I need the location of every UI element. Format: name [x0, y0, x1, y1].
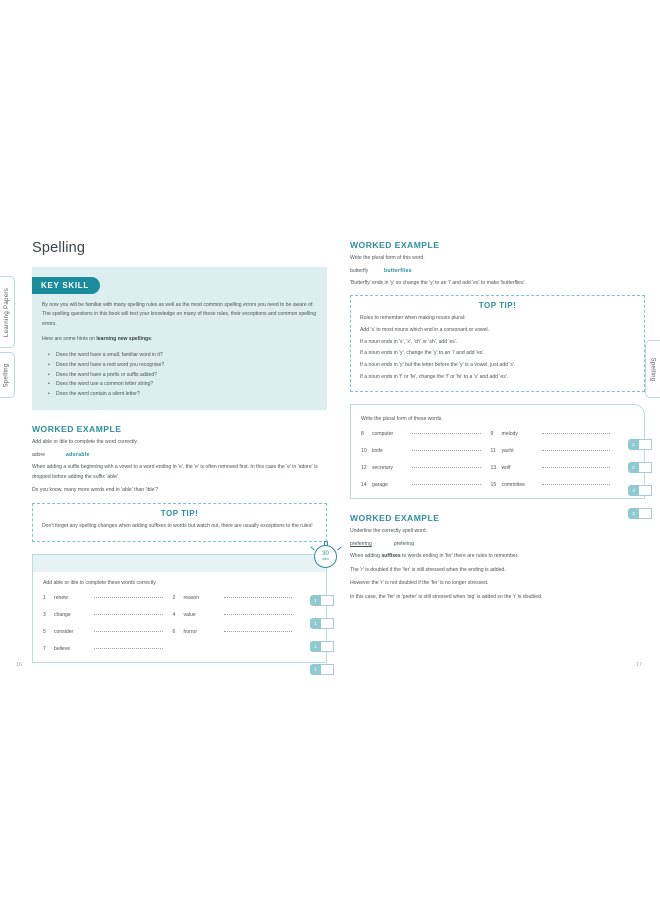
answer-line[interactable] [94, 596, 163, 598]
mark-value: 1 [310, 641, 321, 652]
explain-prefix: When adding [350, 553, 382, 560]
question-word: secretary [372, 465, 393, 472]
question-word: melody [501, 431, 518, 438]
exercise-body-left [33, 572, 326, 662]
stopwatch-icon [312, 541, 340, 569]
question-number: 10 [361, 448, 367, 455]
worked-example-answer-row-right-1 [350, 268, 645, 274]
answer-line[interactable] [224, 596, 293, 598]
question-number: 4 [172, 611, 176, 618]
top-tip-box-left [32, 503, 327, 542]
mark-value: 2 [628, 462, 639, 473]
question-word: garage [372, 482, 388, 489]
page-number-right: 17 [636, 662, 642, 668]
worked-example-heading-left: WORKED EXAMPLE [32, 424, 122, 435]
answer-line[interactable] [224, 613, 293, 615]
top-tip-line: Rules to remember when making nouns plural: [360, 315, 466, 322]
question-word: renew [54, 594, 68, 601]
question-word: computer [372, 431, 394, 438]
exercise-panel-left [32, 551, 329, 672]
question-number: 7 [43, 645, 46, 652]
list-item[interactable] [173, 595, 297, 601]
left-page [32, 240, 329, 672]
explain-suffix: to words ending in 'fer' there are rules to remember. [400, 553, 519, 560]
exercise-header-band-left [33, 555, 326, 572]
answer-line[interactable] [412, 449, 481, 451]
list-item-empty [173, 646, 297, 652]
answer-line[interactable] [542, 466, 611, 468]
mark-rail-right [628, 439, 652, 531]
edge-tab-spelling-left[interactable] [0, 352, 15, 398]
question-number: 8 [361, 431, 364, 438]
question-word: believe [54, 645, 71, 652]
question-word: value [183, 611, 196, 618]
question-number: 6 [172, 628, 176, 635]
mark-row [310, 641, 334, 652]
key-skill-p2-bold: learning new spellings [96, 336, 152, 343]
question-number: 15 [490, 482, 497, 489]
top-tip-title-left: TOP TIP! [160, 508, 199, 518]
top-tip-box-right [350, 295, 645, 392]
list-item[interactable] [491, 482, 615, 488]
mark-input-box[interactable] [321, 664, 334, 675]
exercise-body-right [351, 405, 644, 498]
mark-rail-left [310, 595, 334, 687]
mark-input-box[interactable] [321, 641, 334, 652]
worked-example-answer-right-1: butterflies [384, 267, 412, 274]
exercise-panel-right [350, 404, 645, 517]
mark-input-box[interactable] [639, 439, 652, 450]
question-grid-left [43, 595, 296, 652]
page-number-left: 16 [16, 662, 22, 668]
page-title: Spelling [32, 240, 86, 256]
answer-line[interactable] [224, 630, 293, 632]
mark-value: 2 [628, 508, 639, 519]
edge-tab-learning-papers-label: Learning Papers [3, 287, 10, 337]
exercise-prompt-left: Add able or ible to complete these words correctly. [43, 579, 157, 586]
question-word: yacht [501, 448, 514, 455]
worked-example-stem-left: adore [32, 451, 46, 458]
question-word: knife [372, 448, 383, 455]
list-item[interactable] [491, 448, 615, 454]
mark-row [310, 595, 334, 606]
question-word: horror [183, 628, 198, 635]
timer-value: 30 [322, 551, 329, 558]
question-number: 1 [43, 594, 46, 601]
edge-tab-spelling-left-label: Spelling [3, 362, 10, 388]
mark-row [628, 462, 652, 473]
option-wrong[interactable]: prefering [393, 541, 414, 548]
list-item[interactable] [43, 646, 167, 652]
top-tip-title-right: TOP TIP! [478, 301, 517, 311]
question-number: 9 [490, 431, 494, 438]
stopwatch-ear-left [310, 546, 315, 550]
question-number: 11 [490, 448, 496, 455]
worked-example-instruction-left: Add able or ible to complete the word correctly. [32, 439, 138, 446]
answer-line[interactable] [94, 613, 163, 615]
mark-row [628, 485, 652, 496]
list-item: • Does the word use a common letter string? [56, 380, 317, 390]
worked-example-explain-1-left: When adding a suffix beginning with a vowel to a word ending in 'e', the 'e' is often removed first. In this case the 'e' in 'adore' is dropped before adding the suffix 'able'. [32, 463, 318, 480]
key-skill-paragraph-1: By now you will be familiar with many spelling rules as well as the most common spelling errors you need to be aware of. The spelling questions in this book will test your knowledge on many of these rules, their exceptions and common spelling errors. [42, 302, 317, 327]
worked-example-instruction-right-1: Write the plural form of this word. [350, 255, 425, 261]
answer-line[interactable] [542, 449, 611, 451]
mark-value: 1 [310, 595, 321, 606]
list-item[interactable] [173, 629, 297, 635]
edge-tab-learning-papers[interactable] [0, 276, 15, 348]
question-word: committee [501, 482, 525, 489]
timer-unit: mins [322, 556, 329, 561]
question-number: 13 [490, 465, 497, 472]
explain-bold: suffixes [381, 553, 401, 560]
mark-row [628, 508, 652, 519]
answer-line[interactable] [542, 432, 611, 434]
edge-tab-spelling-right-label: Spelling [650, 356, 657, 382]
mark-input-box[interactable] [639, 462, 652, 473]
key-skill-panel [32, 267, 327, 410]
question-number: 12 [361, 465, 367, 472]
worked-example-heading-right-2: WORKED EXAMPLE [350, 513, 440, 524]
option-correct[interactable]: preferring [350, 541, 372, 548]
mark-input-box[interactable] [321, 618, 334, 629]
worked-example-explain-2-left: Do you know, many more words end in 'able' than 'ible'? [32, 487, 159, 494]
list-item[interactable] [491, 431, 615, 437]
list-item[interactable] [361, 482, 485, 488]
list-item[interactable] [361, 448, 485, 454]
key-skill-p2-prefix: Here are some hints on [42, 336, 97, 343]
key-skill-p2-suffix: : [151, 336, 153, 343]
worked-example-instruction-right-2: Underline the correctly spelt word. [350, 528, 428, 535]
mark-row [310, 618, 334, 629]
worked-example-explain-3-right-2: However the 'r' is not doubled if the 'fer' is no longer stressed. [350, 580, 489, 587]
list-item[interactable] [173, 612, 297, 618]
exercise-prompt-right: Write the plural form of these words. [361, 416, 443, 423]
right-page [350, 240, 645, 607]
top-tip-line: If a noun ends in 'y' but the letter before the 'y' is a vowel, just add 's'. [360, 362, 516, 369]
top-tip-line: If a noun ends in 'y', change the 'y' to an 'i' and add 'es'. [360, 350, 485, 357]
question-word: consider [54, 628, 74, 635]
mark-input-box[interactable] [321, 595, 334, 606]
question-grid-right [361, 431, 614, 488]
list-item[interactable] [361, 431, 485, 437]
worked-example-explain-1-right-2 [350, 552, 645, 562]
worked-example-options-right-2 [350, 541, 645, 547]
top-tip-line: If a noun ends in 's', 'x', 'ch' or 'sh', add 'es'. [360, 338, 458, 345]
list-item: • Does the word contain a silent letter? [56, 390, 317, 400]
answer-line[interactable] [412, 483, 481, 485]
answer-line[interactable] [94, 647, 163, 649]
worked-example-explain-2-right-2: The 'r' is doubled if the 'fer' is still stressed when the ending is added. [350, 566, 506, 573]
list-item: • Does the word have a small, familiar word in it? [56, 351, 317, 361]
worked-example-heading-right-1: WORKED EXAMPLE [350, 240, 440, 250]
stopwatch-ear-right [337, 546, 342, 550]
mark-input-box[interactable] [639, 508, 652, 519]
top-tip-line: Add 's' to most nouns which end in a consonant or vowel. [360, 327, 490, 334]
list-item[interactable] [361, 465, 485, 471]
list-item: • Does the word have a root word you recognise? [56, 361, 317, 371]
worked-example-answer-left: adorable [66, 451, 90, 458]
question-number: 2 [172, 594, 176, 601]
question-number: 3 [43, 611, 46, 618]
mark-row [310, 664, 334, 675]
stopwatch-dial [314, 545, 337, 568]
mark-input-box[interactable] [639, 485, 652, 496]
mark-value: 1 [310, 664, 321, 675]
edge-tab-spelling-right[interactable] [645, 340, 660, 398]
mark-value: 2 [628, 439, 639, 450]
list-item[interactable] [43, 612, 167, 618]
list-item[interactable] [43, 595, 167, 601]
answer-line[interactable] [94, 630, 163, 632]
answer-line[interactable] [412, 466, 481, 468]
key-skill-paragraph-2 [42, 335, 317, 344]
list-item: • Does the word have a prefix or suffix added? [56, 371, 317, 381]
list-item[interactable] [491, 465, 615, 471]
mark-row [628, 439, 652, 450]
answer-line[interactable] [412, 432, 481, 434]
worked-example-stem-right-1: butterfly [350, 267, 369, 274]
question-word: wolf [501, 465, 511, 472]
question-number: 5 [43, 628, 46, 635]
question-word: reason [183, 594, 200, 601]
top-tip-line: Don't forget any spelling changes when adding suffixes to words but watch out, there are usually exceptions to the rules! [42, 522, 313, 529]
key-skill-hint-list [42, 351, 317, 401]
key-skill-badge: KEY SKILL [32, 277, 100, 294]
mark-value: 2 [628, 485, 639, 496]
worked-example-answer-row-left [32, 452, 327, 458]
list-item[interactable] [43, 629, 167, 635]
answer-line[interactable] [542, 483, 611, 485]
question-number: 14 [361, 482, 367, 489]
question-word: change [54, 611, 71, 618]
mark-value: 1 [310, 618, 321, 629]
top-tip-line: If a noun ends in 'f' or 'fe', change the 'f' or 'fe' to a 'v' and add 'es'. [360, 373, 509, 380]
worked-example-explain-4-right-2: In this case, the 'fer' in 'prefer' is still stressed when 'ing' is added so the 'r' is doubled. [350, 594, 543, 601]
worked-example-explain-right-1: 'Butterfly' ends in 'y' so change the 'y' to an 'i' and add 'es' to make 'butterflies'. [350, 279, 526, 286]
